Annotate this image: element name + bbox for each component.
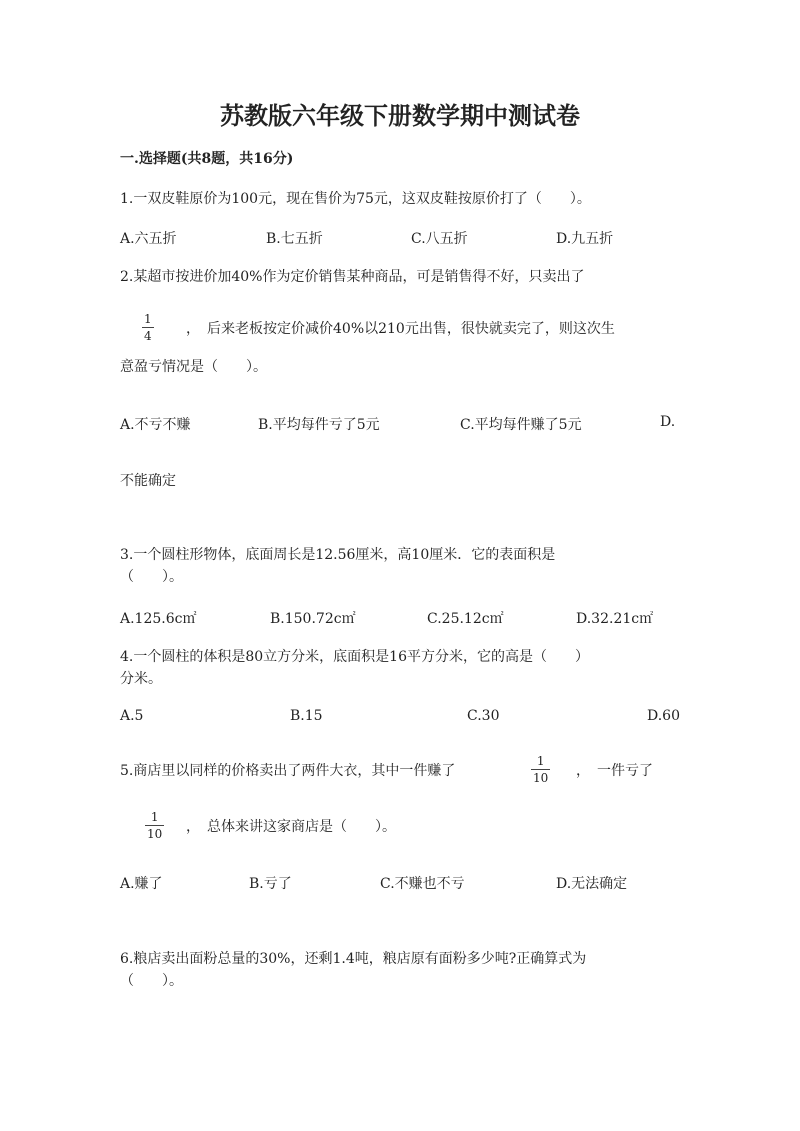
q4-option-d: D.60: [647, 708, 680, 724]
fraction-bar: [531, 769, 550, 770]
question-5-line-1a: 5.商店里以同样的价格卖出了两件大衣，其中一件赚了: [120, 763, 456, 779]
fraction-denominator: 4: [144, 329, 152, 343]
section-heading: 一.选择题(共8题，共16分): [120, 151, 294, 167]
q3-option-c: C.25.12c㎡: [427, 611, 504, 627]
q2-option-d-continued: 不能确定: [120, 473, 176, 489]
q4-option-b: B.15: [290, 708, 323, 724]
q2-option-d: D.: [660, 414, 676, 430]
q3-option-b: B.150.72c㎡: [270, 611, 356, 627]
fraction-numerator: 1: [144, 312, 152, 326]
q5-fraction-2: [145, 810, 164, 841]
question-5-line-1b: ， 一件亏了: [576, 763, 653, 779]
q3-option-d: D.32.21c㎡: [576, 611, 654, 627]
question-3-line-1: 3.一个圆柱形物体，底面周长是12.56厘米，高10厘米．它的表面积是: [120, 547, 556, 563]
q5-option-a: A.赚了: [120, 876, 163, 892]
q3-option-a: A.125.6c㎡: [120, 611, 197, 627]
q2-option-a: A.不亏不赚: [120, 417, 191, 433]
fraction-denominator: 10: [533, 771, 549, 785]
fraction-numerator: 1: [150, 810, 159, 824]
fraction-bar: [142, 327, 154, 328]
q1-option-d: D.九五折: [556, 231, 614, 247]
fraction-numerator: 1: [536, 754, 545, 768]
q2-option-b: B.平均每件亏了5元: [258, 417, 380, 433]
fraction-denominator: 10: [147, 827, 163, 841]
fraction-bar: [145, 825, 164, 826]
question-1-text: 1.一双皮鞋原价为100元，现在售价为75元，这双皮鞋按原价打了（ ）。: [120, 191, 591, 207]
q5-option-c: C.不赚也不亏: [380, 876, 465, 892]
q2-option-c: C.平均每件赚了5元: [460, 417, 582, 433]
question-5-line-2: ， 总体来讲这家商店是（ ）。: [186, 819, 396, 835]
q1-option-a: A.六五折: [120, 231, 177, 247]
q5-fraction-1: [531, 754, 550, 785]
question-2-line-2: ， 后来老板按定价减价40%以210元出售，很快就卖完了，则这次生: [186, 321, 615, 337]
q5-option-d: D.无法确定: [556, 876, 628, 892]
question-2-line-3: 意盈亏情况是（ ）。: [120, 359, 267, 375]
q2-fraction: [142, 312, 154, 343]
q1-option-c: C.八五折: [411, 231, 468, 247]
q4-option-c: C.30: [467, 708, 500, 724]
question-6-line-2: （ ）。: [120, 973, 183, 989]
q4-option-a: A.5: [120, 708, 144, 724]
question-3-line-2: （ ）。: [120, 569, 183, 585]
question-4-line-2: 分米。: [120, 671, 162, 687]
question-2-line-1: 2.某超市按进价加40%作为定价销售某种商品，可是销售得不好，只卖出了: [120, 269, 585, 285]
page-title: 苏教版六年级下册数学期中测试卷: [220, 101, 580, 130]
q5-option-b: B.亏了: [249, 876, 292, 892]
q1-option-b: B.七五折: [266, 231, 323, 247]
question-6-line-1: 6.粮店卖出面粉总量的30%，还剩1.4吨，粮店原有面粉多少吨?正确算式为: [120, 951, 587, 967]
question-4-line-1: 4.一个圆柱的体积是80立方分米，底面积是16平方分米，它的高是（ ）: [120, 649, 589, 665]
